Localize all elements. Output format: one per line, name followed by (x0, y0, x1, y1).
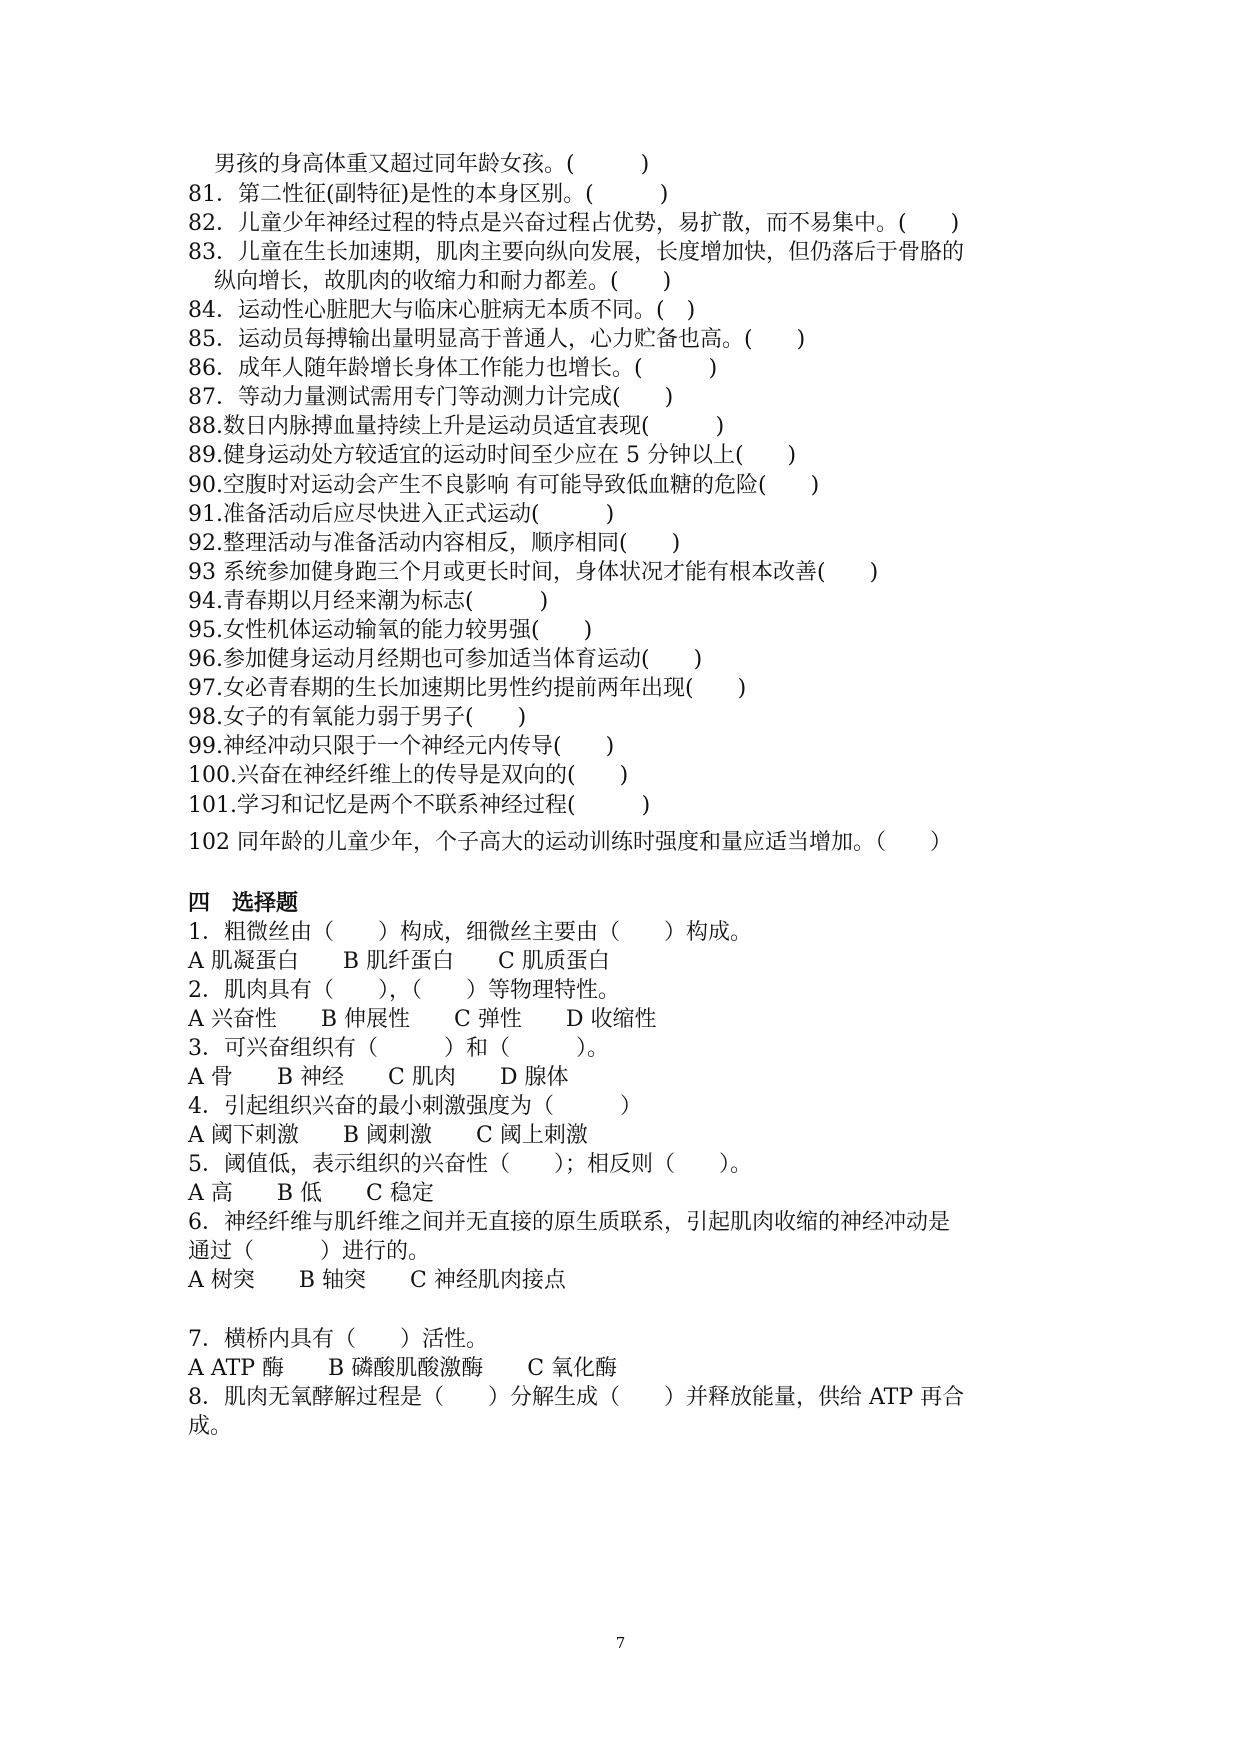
tf-line: 99.神经冲动只限于一个神经元内传导( ) (188, 734, 615, 759)
tf-line: 101.学习和记忆是两个不联系神经过程( ) (188, 793, 651, 818)
tf-line: 88.数日内脉搏血量持续上升是运动员适宜表现( ) (188, 414, 725, 439)
tf-line: 100.兴奋在神经纤维上的传导是双向的( ) (188, 763, 629, 788)
mc-line: A 树突 B 轴突 C 神经肌肉接点 (188, 1268, 566, 1293)
tf-line: 102 同年龄的儿童少年，个子高大的运动训练时强度和量应适当增加。（ ） (188, 830, 952, 855)
mc-line: 1．粗微丝由（ ）构成，细微丝主要由（ ）构成。 (188, 920, 752, 945)
mc-line: 通过（ ）进行的。 (188, 1239, 431, 1264)
mc-line: 3．可兴奋组织有（ ）和（ ）。 (188, 1036, 609, 1061)
tf-line: 91.准备活动后应尽快进入正式运动( ) (188, 502, 615, 527)
mc-line: 8．肌肉无氧酵解过程是（ ）分解生成（ ）并释放能量，供给 ATP 再合 (188, 1385, 965, 1410)
tf-line: 93 系统参加健身跑三个月或更长时间，身体状况才能有根本改善( ) (188, 560, 879, 585)
mc-line: 2．肌肉具有（ ），（ ）等物理特性。 (188, 978, 620, 1003)
tf-line: 83．儿童在生长加速期，肌肉主要向纵向发展，长度增加快，但仍落后于骨胳的 (188, 240, 964, 265)
mc-line: A 阈下刺激 B 阈刺激 C 阈上刺激 (188, 1123, 588, 1148)
tf-line: 81．第二性征(副特征)是性的本身区别。( ) (188, 182, 669, 207)
tf-line: 男孩的身高体重又超过同年龄女孩。( ) (214, 152, 650, 177)
tf-line: 89.健身运动处方较适宜的运动时间至少应在 5 分钟以上( ) (188, 443, 797, 468)
tf-line: 84．运动性心脏肥大与临床心脏病无本质不同。( ) (188, 298, 696, 323)
mc-line: A 肌凝蛋白 B 肌纤蛋白 C 肌质蛋白 (188, 949, 610, 974)
tf-line: 90.空腹时对运动会产生不良影响 有可能导致低血糖的危险( ) (188, 473, 820, 498)
tf-line: 85．运动员每搏输出量明显高于普通人，心力贮备也高。( ) (188, 327, 806, 352)
mc-line: 7．横桥内具有（ ）活性。 (188, 1327, 488, 1352)
mc-line: 6．神经纤维与肌纤维之间并无直接的原生质联系，引起肌肉收缩的神经冲动是 (188, 1210, 950, 1235)
mc-line: 4．引起组织兴奋的最小刺激强度为（ ） (188, 1094, 642, 1119)
mc-line: 5．阈值低，表示组织的兴奋性（ ）；相反则（ ）。 (188, 1152, 752, 1177)
mc-line: A 骨 B 神经 C 肌肉 D 腺体 (188, 1065, 569, 1090)
tf-line: 97.女必青春期的生长加速期比男性约提前两年出现( ) (188, 676, 747, 701)
tf-line: 87．等动力量测试需用专门等动测力计完成( ) (188, 385, 674, 410)
tf-line: 96.参加健身运动月经期也可参加适当体育运动( ) (188, 647, 703, 672)
mc-line: A 兴奋性 B 伸展性 C 弹性 D 收缩性 (188, 1007, 657, 1032)
section-heading: 四 选择题 (188, 890, 299, 916)
mc-line: A 高 B 低 C 稳定 (188, 1181, 434, 1206)
tf-line: 94.青春期以月经来潮为标志( ) (188, 589, 549, 614)
tf-line: 98.女子的有氧能力弱于男子( ) (188, 705, 527, 730)
tf-line: 86．成年人随年龄增长身体工作能力也增长。( ) (188, 356, 718, 381)
tf-line: 82．儿童少年神经过程的特点是兴奋过程占优势，易扩散，而不易集中。( ) (188, 211, 960, 236)
mc-line: 成。 (188, 1414, 233, 1439)
tf-line: 95.女性机体运动输氧的能力较男强( ) (188, 618, 593, 643)
tf-line: 92.整理活动与准备活动内容相反，顺序相同( ) (188, 531, 681, 556)
tf-line: 纵向增长，故肌肉的收缩力和耐力都差。( ) (214, 269, 672, 294)
mc-line: A ATP 酶 B 磷酸肌酸激酶 C 氧化酶 (188, 1356, 618, 1381)
page-number: 7 (615, 1634, 626, 1652)
